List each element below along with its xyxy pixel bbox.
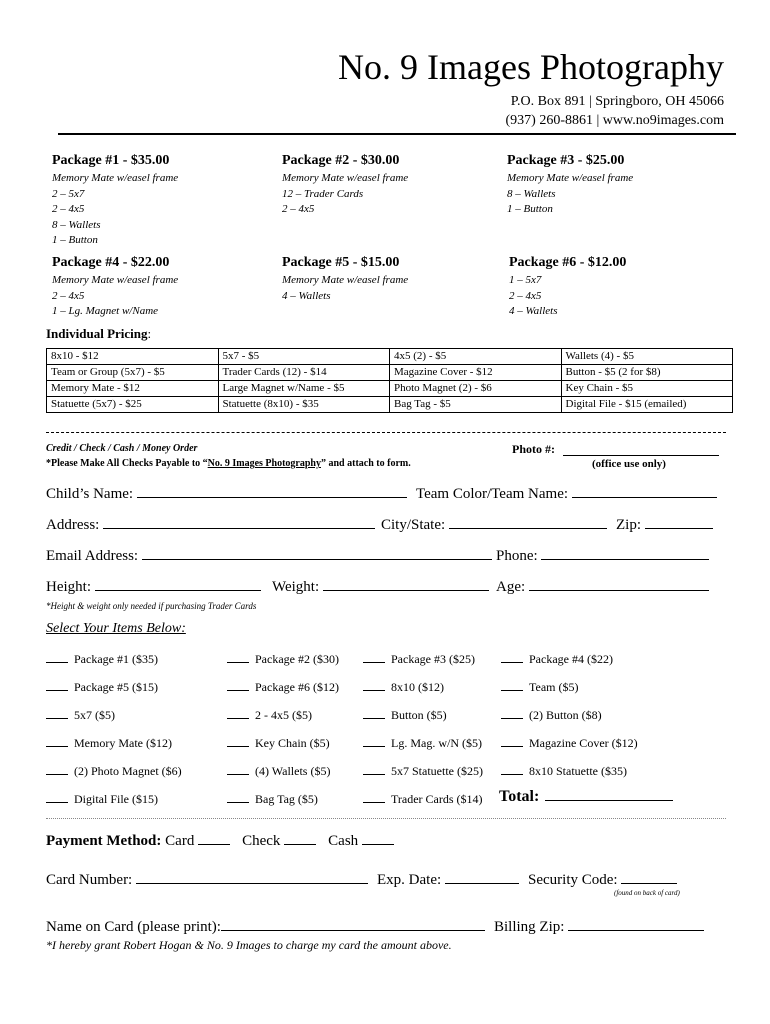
exp-date-label: Exp. Date: [377, 872, 442, 888]
package-4 [52, 254, 272, 320]
package-item: 2 – 5x7 [52, 187, 85, 200]
item-option[interactable]: 8x10 ($12) [363, 680, 444, 695]
item-blank[interactable] [227, 709, 249, 719]
table-cell: Magazine Cover - $12 [390, 365, 562, 381]
package-item: 8 – Wallets [507, 187, 556, 200]
header-divider [58, 133, 736, 135]
child-name-field[interactable] [137, 485, 407, 498]
team-row [416, 485, 717, 503]
package-item: 4 – Wallets [282, 289, 331, 302]
billing-zip-row [494, 918, 704, 936]
package-item: 1 – Lg. Magnet w/Name [52, 305, 159, 317]
table-cell: Statuette (5x7) - $25 [47, 397, 219, 413]
package-item: 2 – 4x5 [282, 203, 315, 215]
item-blank[interactable] [227, 653, 249, 663]
company-title: No. 9 Images Photography [338, 47, 724, 87]
package-item: 8 – Wallets [52, 218, 101, 231]
weight-row [272, 578, 489, 596]
cash-option-blank[interactable] [362, 833, 394, 845]
cash-option-label: Cash [328, 833, 359, 849]
cut-line [46, 432, 726, 433]
item-option[interactable]: Package #4 ($22) [501, 652, 613, 667]
individual-pricing-table [46, 348, 733, 413]
table-cell: 4x5 (2) - $5 [390, 349, 562, 365]
package-item: Memory Mate w/easel frame [282, 274, 409, 286]
city-row [381, 516, 607, 534]
billing-zip-label: Billing Zip: [494, 919, 565, 935]
phone-row [496, 547, 709, 565]
package-item: 1 – 5x7 [509, 274, 542, 286]
item-option[interactable]: Package #5 ($15) [46, 680, 158, 695]
email-field[interactable] [142, 547, 492, 560]
item-option[interactable]: 8x10 Statuette ($35) [501, 764, 627, 779]
item-option[interactable]: Trader Cards ($14) [363, 792, 483, 807]
checks-payable-note: *Please Make All Checks Payable to “No. 9 Images Photography” and attach to form. [46, 458, 411, 469]
age-row [496, 578, 709, 596]
total-label: Total: [499, 788, 540, 805]
package-5 [282, 254, 502, 304]
city-label: City/State: [381, 517, 446, 533]
contact-line: (937) 260-8861 | www.no9images.com [505, 113, 724, 128]
photo-number-label: Photo #: [512, 442, 555, 456]
height-field[interactable] [95, 578, 261, 591]
package-item: Memory Mate w/easel frame [282, 172, 409, 184]
item-blank[interactable] [46, 765, 68, 775]
weight-label: Weight: [272, 579, 320, 595]
package-title: Package #6 - $12.00 [509, 255, 627, 270]
package-item: 4 – Wallets [509, 305, 558, 317]
package-title: Package #5 - $15.00 [282, 255, 400, 270]
total-field[interactable] [545, 788, 673, 801]
height-label: Height: [46, 579, 91, 595]
item-option[interactable]: Memory Mate ($12) [46, 736, 172, 751]
section-divider [46, 818, 726, 819]
phone-label: Phone: [496, 548, 538, 564]
table-cell: Large Magnet w/Name - $5 [218, 381, 390, 397]
item-blank[interactable] [227, 681, 249, 691]
table-row [47, 365, 733, 381]
table-cell: Bag Tag - $5 [390, 397, 562, 413]
name-on-card-label: Name on Card (please print): [46, 919, 221, 935]
table-cell: Key Chain - $5 [561, 381, 733, 397]
table-cell: 8x10 - $12 [47, 349, 219, 365]
table-cell: 5x7 - $5 [218, 349, 390, 365]
security-code-row [528, 871, 677, 889]
item-option[interactable]: Package #6 ($12) [227, 680, 339, 695]
item-option[interactable]: Bag Tag ($5) [227, 792, 318, 807]
item-option[interactable]: 2 - 4x5 ($5) [227, 708, 312, 723]
authorization-note: *I hereby grant Robert Hogan & No. 9 Images to charge my card the amount above. [46, 938, 452, 952]
package-title: Package #2 - $30.00 [282, 153, 400, 168]
city-field[interactable] [449, 516, 607, 529]
security-code-hint: (found on back of card) [614, 889, 680, 897]
item-blank[interactable] [227, 737, 249, 747]
check-option-blank[interactable] [284, 833, 316, 845]
table-cell: Button - $5 (2 for $8) [561, 365, 733, 381]
card-option-label: Card [165, 833, 195, 849]
table-cell: Team or Group (5x7) - $5 [47, 365, 219, 381]
item-blank[interactable] [227, 793, 249, 803]
card-number-field[interactable] [136, 871, 368, 884]
team-label: Team Color/Team Name: [416, 486, 569, 502]
select-items-heading: Select Your Items Below: [46, 621, 186, 636]
weight-field[interactable] [323, 578, 489, 591]
payment-method-label: Payment Method: [46, 833, 162, 849]
package-3 [507, 152, 727, 218]
table-row [47, 381, 733, 397]
table-cell: Trader Cards (12) - $14 [218, 365, 390, 381]
table-cell: Statuette (8x10) - $35 [218, 397, 390, 413]
address-label: Address: [46, 517, 100, 533]
photo-number-field[interactable] [563, 455, 719, 456]
package-title: Package #4 - $22.00 [52, 255, 170, 270]
package-item: 1 – Button [52, 234, 98, 246]
name-on-card-field[interactable] [221, 918, 485, 931]
package-item: 1 – Button [507, 203, 553, 215]
total-row [499, 788, 673, 806]
table-cell: Photo Magnet (2) - $6 [390, 381, 562, 397]
item-blank[interactable] [46, 653, 68, 663]
package-item: 12 – Trader Cards [282, 187, 364, 200]
phone-field[interactable] [541, 547, 709, 560]
item-blank[interactable] [501, 681, 523, 691]
child-name-label: Child’s Name: [46, 486, 134, 502]
individual-pricing-label: Individual Pricing: [46, 326, 152, 341]
security-code-label: Security Code: [528, 872, 618, 888]
child-name-row [46, 485, 407, 503]
package-item: 2 – 4x5 [52, 289, 85, 302]
package-item: Memory Mate w/easel frame [52, 172, 179, 184]
table-cell: Digital File - $15 (emailed) [561, 397, 733, 413]
item-blank[interactable] [227, 765, 249, 775]
exp-date-field[interactable] [445, 871, 519, 884]
age-field[interactable] [529, 578, 709, 591]
name-on-card-row [46, 918, 485, 936]
table-row [47, 349, 733, 365]
item-option[interactable]: Package #3 ($25) [363, 652, 475, 667]
item-option[interactable]: 5x7 ($5) [46, 708, 115, 723]
item-option[interactable]: Team ($5) [501, 680, 578, 695]
item-blank[interactable] [363, 709, 385, 719]
height-weight-note: *Height & weight only needed if purchasing Trader Cards [46, 601, 257, 611]
item-option[interactable]: Magazine Cover ($12) [501, 736, 638, 751]
table-cell: Memory Mate - $12 [47, 381, 219, 397]
zip-row [616, 516, 713, 534]
email-label: Email Address: [46, 548, 139, 564]
office-use-label: (office use only) [592, 458, 666, 470]
item-blank[interactable] [363, 737, 385, 747]
item-blank[interactable] [363, 793, 385, 803]
package-item: 2 – 4x5 [52, 203, 85, 215]
item-blank[interactable] [363, 681, 385, 691]
zip-label: Zip: [616, 517, 641, 533]
item-option[interactable]: Lg. Mag. w/N ($5) [363, 736, 482, 751]
card-number-label: Card Number: [46, 872, 133, 888]
item-option[interactable]: 5x7 Statuette ($25) [363, 764, 483, 779]
item-blank[interactable] [46, 681, 68, 691]
item-option[interactable]: Digital File ($15) [46, 792, 158, 807]
billing-zip-field[interactable] [568, 918, 704, 931]
package-1 [52, 152, 272, 249]
table-cell: Wallets (4) - $5 [561, 349, 733, 365]
item-option[interactable]: (2) Photo Magnet ($6) [46, 764, 182, 779]
security-code-field[interactable] [621, 871, 677, 884]
item-option[interactable]: Key Chain ($5) [227, 736, 330, 751]
item-option[interactable]: (4) Wallets ($5) [227, 764, 330, 779]
height-row [46, 578, 261, 596]
item-blank[interactable] [363, 653, 385, 663]
item-blank[interactable] [501, 653, 523, 663]
email-row [46, 547, 492, 565]
item-blank[interactable] [46, 793, 68, 803]
age-label: Age: [496, 579, 526, 595]
company-address [506, 92, 724, 130]
card-option-blank[interactable] [198, 833, 230, 845]
item-blank[interactable] [46, 737, 68, 747]
item-blank[interactable] [501, 737, 523, 747]
address-row [46, 516, 375, 534]
card-number-row [46, 871, 368, 889]
package-title: Package #1 - $35.00 [52, 153, 170, 168]
item-option[interactable]: Button ($5) [363, 708, 447, 723]
package-2 [282, 152, 502, 218]
item-blank[interactable] [46, 709, 68, 719]
package-item: 2 – 4x5 [509, 289, 542, 302]
payment-options-note: Credit / Check / Cash / Money Order [46, 443, 198, 454]
exp-date-row [377, 871, 519, 889]
item-blank[interactable] [501, 765, 523, 775]
item-blank[interactable] [363, 765, 385, 775]
address-field[interactable] [103, 516, 375, 529]
table-row [47, 397, 733, 413]
package-title: Package #3 - $25.00 [507, 153, 625, 168]
package-item: Memory Mate w/easel frame [507, 172, 634, 184]
payment-method-row [46, 833, 402, 850]
address-line: P.O. Box 891 | Springboro, OH 45066 [510, 94, 724, 109]
check-option-label: Check [242, 833, 281, 849]
team-field[interactable] [572, 485, 717, 498]
item-option[interactable]: (2) Button ($8) [501, 708, 602, 723]
package-6 [509, 254, 729, 320]
item-option[interactable]: Package #2 ($30) [227, 652, 339, 667]
item-blank[interactable] [501, 709, 523, 719]
package-item: Memory Mate w/easel frame [52, 274, 179, 286]
item-option[interactable]: Package #1 ($35) [46, 652, 158, 667]
zip-field[interactable] [645, 516, 713, 529]
